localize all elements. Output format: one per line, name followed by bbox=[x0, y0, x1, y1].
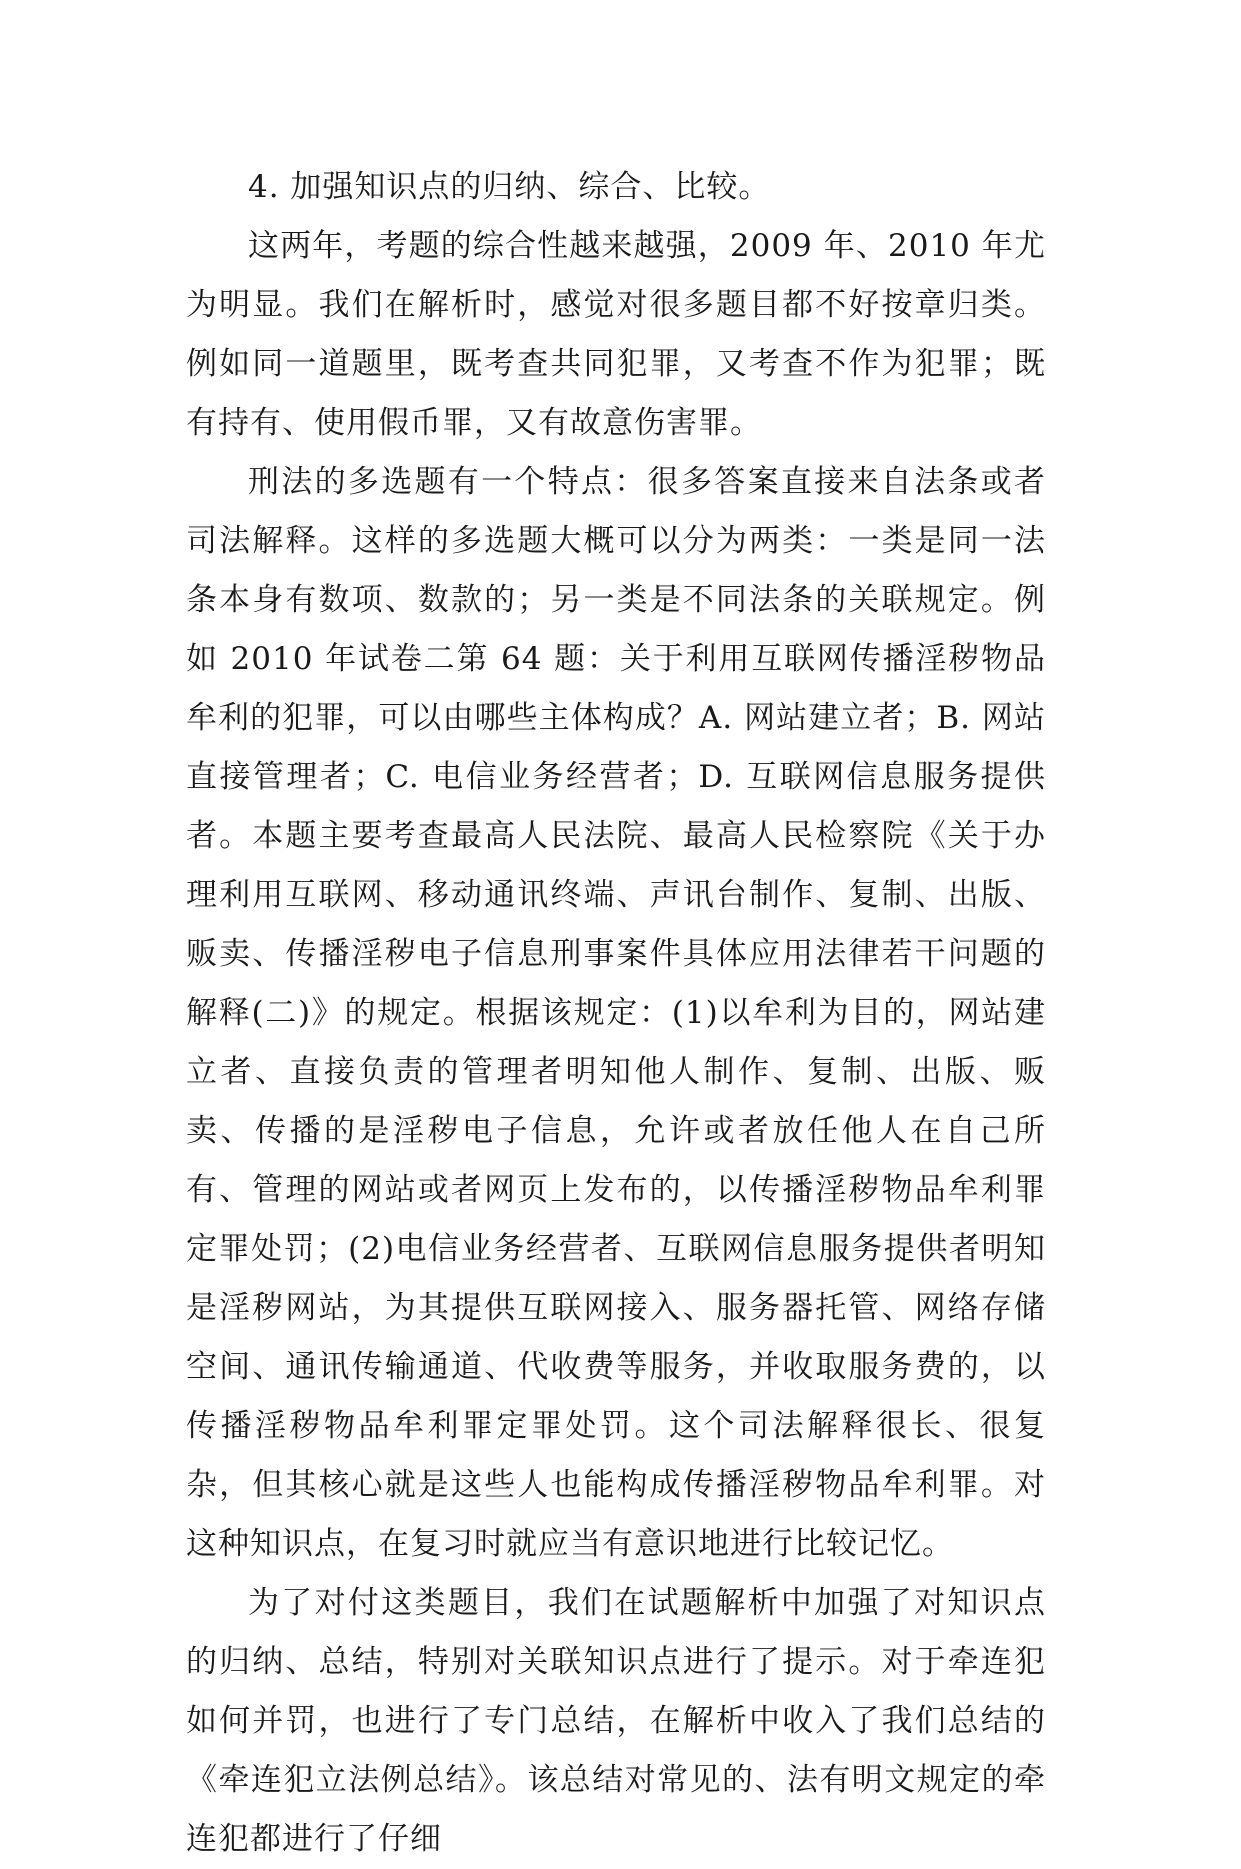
paragraph: 刑法的多选题有一个特点：很多答案直接来自法条或者司法解释。这样的多选题大概可以分为两类：一类是同一法条本身有数项、数款的；另一类是不同法条的关联规定。例如 2010 年试卷二第 64 题：关于利用互联网传播淫秽物品牟利的犯罪，可以由哪些主体构成？A. 网站建立者；B. 网站直接管理者；C. 电信业务经营者；D. 互联网信息服务提供者。本题主要考查最高人民法院、最高人民检察院《关于办理利用互联网、移动通讯终端、声讯台制作、复制、出版、贩卖、传播淫秽电子信息刑事案件具体应用法律若干问题的解释(二)》的规定。根据该规定：(1)以牟利为目的，网站建立者、直接负责的管理者明知他人制作、复制、出版、贩卖、传播的是淫秽电子信息，允许或者放任他人在自己所有、管理的网站或者网页上发布的，以传播淫秽物品牟利罪定罪处罚；(2)电信业务经营者、互联网信息服务提供者明知是淫秽网站，为其提供互联网接入、服务器托管、网络存储空间、通讯传输通道、代收费等服务，并收取服务费的，以传播淫秽物品牟利罪定罪处罚。这个司法解释很长、很复杂，但其核心就是这些人也能构成传播淫秽物品牟利罪。对这种知识点，在复习时就应当有意识地进行比较记忆。 bbox=[186, 464, 1046, 1562]
document-body bbox=[186, 158, 1046, 1869]
paragraph: 为了对付这类题目，我们在试题解析中加强了对知识点的归纳、总结，特别对关联知识点进行了提示。对于牵连犯如何并罚，也进行了专门总结，在解析中收入了我们总结的《牵连犯立法例总结》。该总结对常见的、法有明文规定的牵连犯都进行了仔细 bbox=[186, 1585, 1046, 1857]
section-heading: 4. 加强知识点的归纳、综合、比较。 bbox=[248, 169, 771, 205]
paragraph: 这两年，考题的综合性越来越强，2009 年、2010 年尤为明显。我们在解析时，感觉对很多题目都不好按章归类。例如同一道题里，既考查共同犯罪，又考查不作为犯罪；既有持有、使用假币罪，又有故意伤害罪。 bbox=[186, 228, 1046, 441]
